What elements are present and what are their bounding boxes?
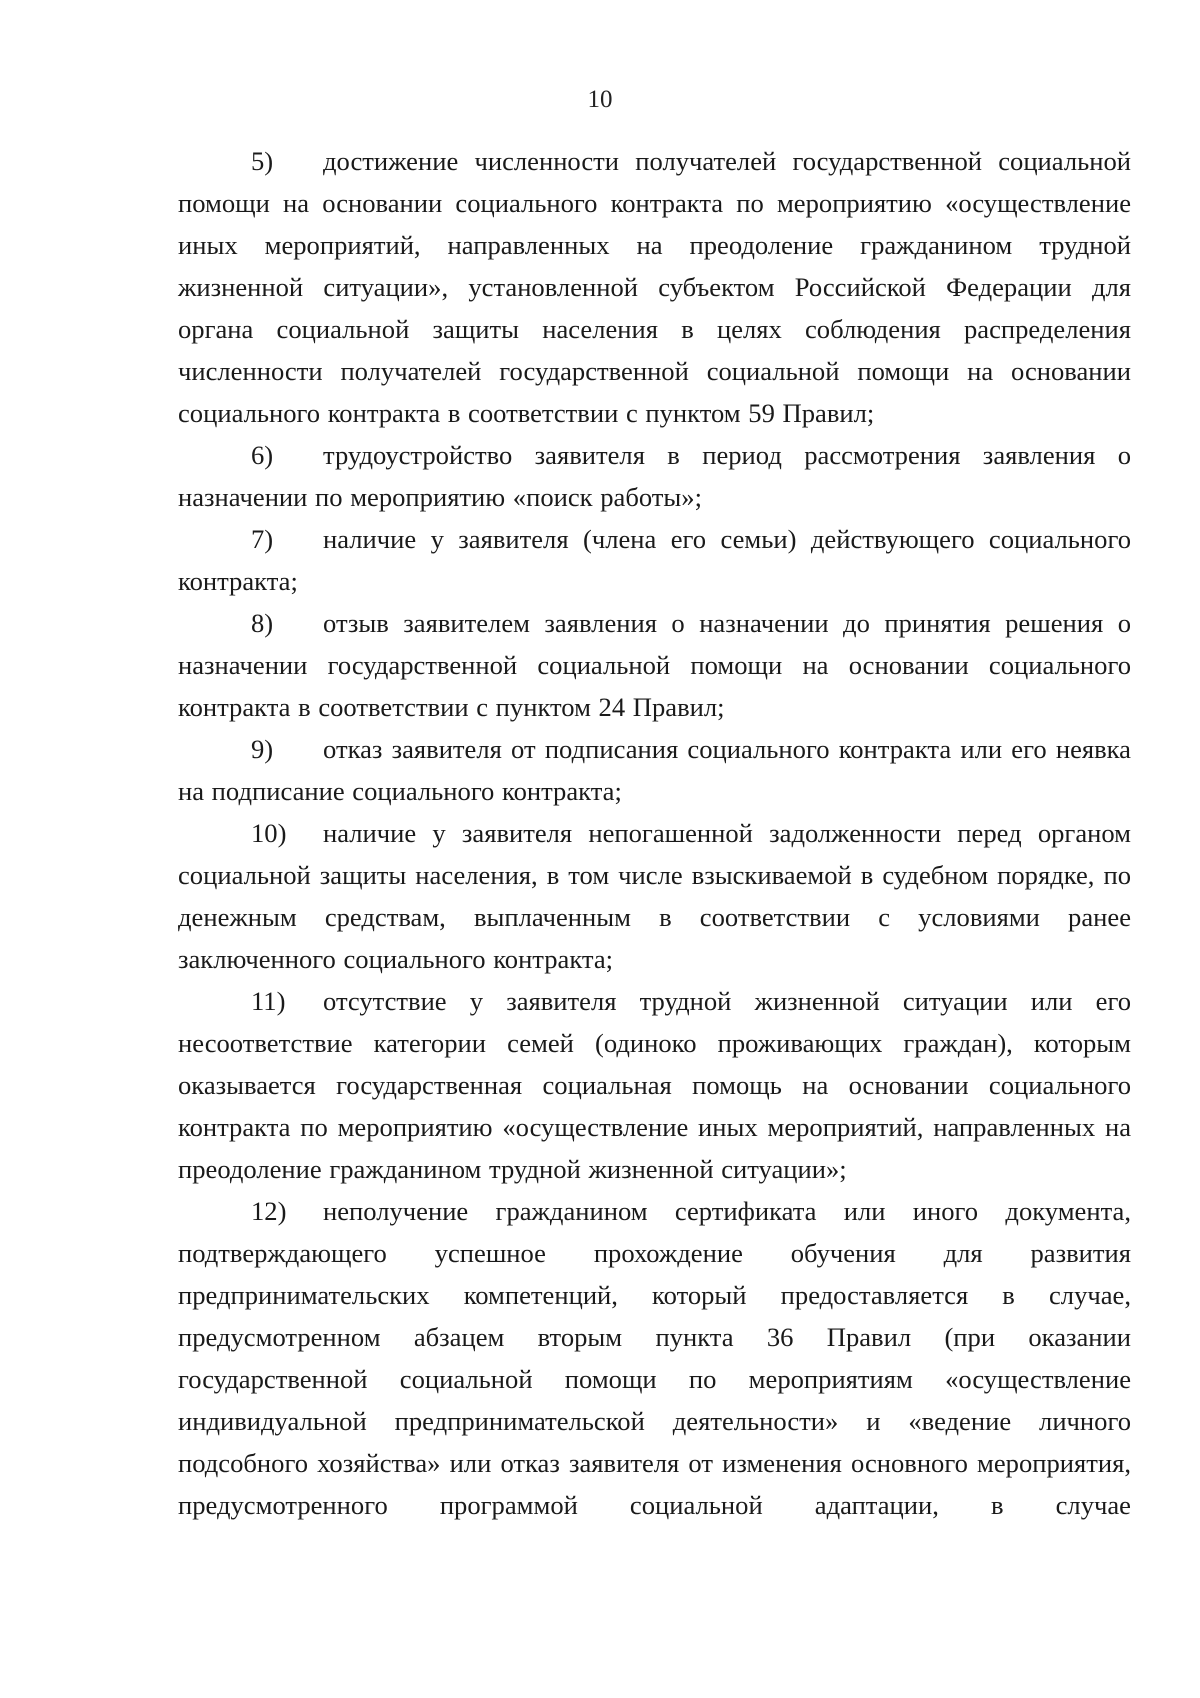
document-body: [178, 140, 1131, 1526]
list-item: [178, 980, 1131, 1190]
item-text: наличие у заявителя непогашенной задолженности перед органом социальной защиты населения, в том числе взыскиваемой в судебном порядке, по денежным средствам, выплаченным в соответствии с условиями ранее заключенного социального контракта;: [178, 818, 1131, 974]
list-item: [178, 1190, 1131, 1526]
item-number: 9): [251, 734, 274, 764]
item-number: 12): [251, 1196, 287, 1226]
item-text: отказ заявителя от подписания социального контракта или его неявка на подписание социального контракта;: [178, 734, 1131, 806]
item-text: достижение численности получателей государственной социальной помощи на основании социального контракта по мероприятию «осуществление иных мероприятий, направленных на преодоление гражданином трудной жизненной ситуации», установленной субъектом Российской Федерации для органа социальной защиты населения в целях соблюдения распределения численности получателей государственной социальной помощи на основании социального контракта в соответствии с пунктом 59 Правил;: [178, 146, 1131, 428]
list-item: [178, 728, 1131, 812]
list-item: [178, 602, 1131, 728]
item-number: 5): [251, 146, 274, 176]
page-number: 10: [587, 86, 613, 113]
list-item: [178, 812, 1131, 980]
item-number: 6): [251, 440, 274, 470]
item-number: 7): [251, 524, 274, 554]
item-number: 8): [251, 608, 274, 638]
item-number: 10): [251, 818, 287, 848]
item-text: отзыв заявителем заявления о назначении до принятия решения о назначении государственной социальной помощи на основании социального контракта в соответствии с пунктом 24 Правил;: [178, 608, 1131, 722]
item-number: 11): [251, 986, 286, 1016]
list-item: [178, 140, 1131, 434]
list-item: [178, 518, 1131, 602]
item-text: неполучение гражданином сертификата или иного документа, подтверждающего успешное прохождение обучения для развития предпринимательских компетенций, который предоставляется в случае, предусмотренном абзацем вторым пункта 36 Правил (при оказании государственной социальной помощи по мероприятиям «осуществление индивидуальной предпринимательской деятельности» и «ведение личного подсобного хозяйства» или отказ заявителя от изменения основного мероприятия, предусмотренного программой социальной адаптации, в случае: [178, 1196, 1131, 1520]
list-item: [178, 434, 1131, 518]
item-text: отсутствие у заявителя трудной жизненной ситуации или его несоответствие категории семей (одиноко проживающих граждан), которым оказывается государственная социальная помощь на основании социального контракта по мероприятию «осуществление иных мероприятий, направленных на преодоление гражданином трудной жизненной ситуации»;: [178, 986, 1131, 1184]
item-text: наличие у заявителя (члена его семьи) действующего социального контракта;: [178, 524, 1131, 596]
item-text: трудоустройство заявителя в период рассмотрения заявления о назначении по мероприятию «поиск работы»;: [178, 440, 1131, 512]
